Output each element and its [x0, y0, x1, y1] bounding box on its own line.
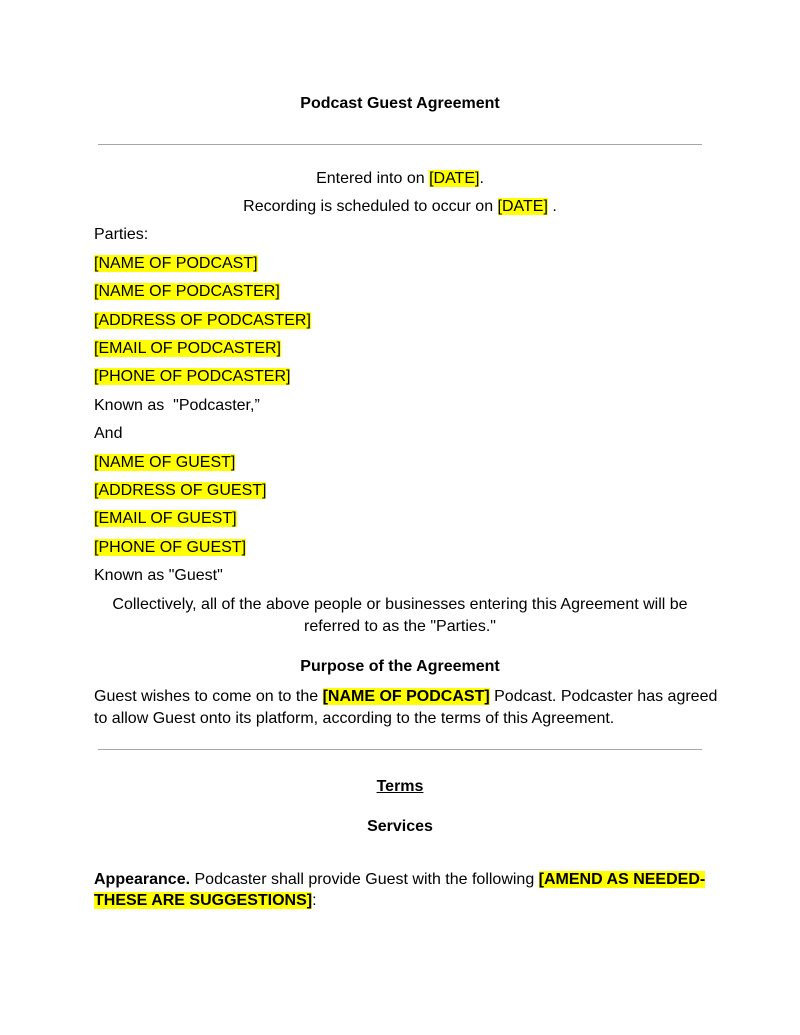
email-of-podcaster-placeholder: [EMAIL OF PODCASTER]: [94, 340, 281, 357]
document-title: Podcast Guest Agreement: [300, 95, 500, 112]
services-heading: Services: [367, 818, 433, 835]
podcaster-field: [94, 282, 280, 302]
terms-heading: [0, 777, 800, 797]
guest-field: [94, 509, 237, 529]
podcaster-field: [94, 254, 258, 274]
purpose-suffix: Podcast. Podcaster has agreed: [489, 688, 718, 705]
guest-field: [94, 453, 235, 473]
entered-into-line: [0, 169, 800, 189]
purpose-heading: Purpose of the Agreement: [300, 658, 500, 675]
phone-of-guest-placeholder: [PHONE OF GUEST]: [94, 539, 247, 556]
email-of-guest-placeholder: [EMAIL OF GUEST]: [94, 510, 237, 527]
horizontal-rule: [98, 144, 702, 145]
recording-line: [0, 197, 800, 217]
appearance-placeholder-part-1: [AMEND AS NEEDED-: [538, 871, 706, 888]
podcaster-field: [94, 339, 281, 359]
appearance-line-2: [94, 891, 317, 911]
known-as-guest: Known as "Guest": [94, 567, 223, 584]
name-of-guest-placeholder: [NAME OF GUEST]: [94, 454, 236, 471]
recording-suffix: .: [547, 198, 557, 215]
purpose-line-1: [94, 687, 717, 707]
entered-suffix: .: [479, 170, 484, 187]
appearance-line-1: [94, 870, 705, 890]
guest-field: [94, 538, 246, 558]
recording-prefix: Recording is scheduled to occur on: [243, 198, 498, 215]
collectively-line-2: referred to as the "Parties.": [304, 618, 496, 635]
known-as-podcaster: Known as "Podcaster,”: [94, 397, 260, 414]
appearance-text: Podcaster shall provide Guest with the following: [190, 871, 539, 888]
entered-date-placeholder: [DATE]: [429, 170, 480, 187]
parties-label: Parties:: [94, 226, 149, 243]
collectively-line-1: Collectively, all of the above people or businesses entering this Agreement will be: [112, 596, 688, 613]
horizontal-rule: [98, 749, 702, 750]
appearance-placeholder-part-2: THESE ARE SUGGESTIONS]: [94, 892, 313, 909]
guest-field: [94, 481, 266, 501]
address-of-guest-placeholder: [ADDRESS OF GUEST]: [94, 482, 267, 499]
entered-prefix: Entered into on: [316, 170, 430, 187]
appearance-suffix: :: [312, 892, 317, 909]
appearance-label: Appearance.: [94, 871, 191, 888]
recording-date-placeholder: [DATE]: [497, 198, 548, 215]
phone-of-podcaster-placeholder: [PHONE OF PODCASTER]: [94, 368, 291, 385]
podcaster-field: [94, 367, 290, 387]
podcaster-field: [94, 311, 311, 331]
purpose-prefix: Guest wishes to come on to the: [94, 688, 323, 705]
purpose-podcast-placeholder: [NAME OF PODCAST]: [322, 688, 490, 705]
name-of-podcaster-placeholder: [NAME OF PODCASTER]: [94, 283, 280, 300]
terms-heading-text: Terms: [376, 778, 424, 795]
purpose-line-2: to allow Guest onto its platform, according to the terms of this Agreement.: [94, 710, 615, 727]
address-of-podcaster-placeholder: [ADDRESS OF PODCASTER]: [94, 312, 311, 329]
and-label: And: [94, 425, 123, 442]
name-of-podcast-placeholder: [NAME OF PODCAST]: [94, 255, 258, 272]
